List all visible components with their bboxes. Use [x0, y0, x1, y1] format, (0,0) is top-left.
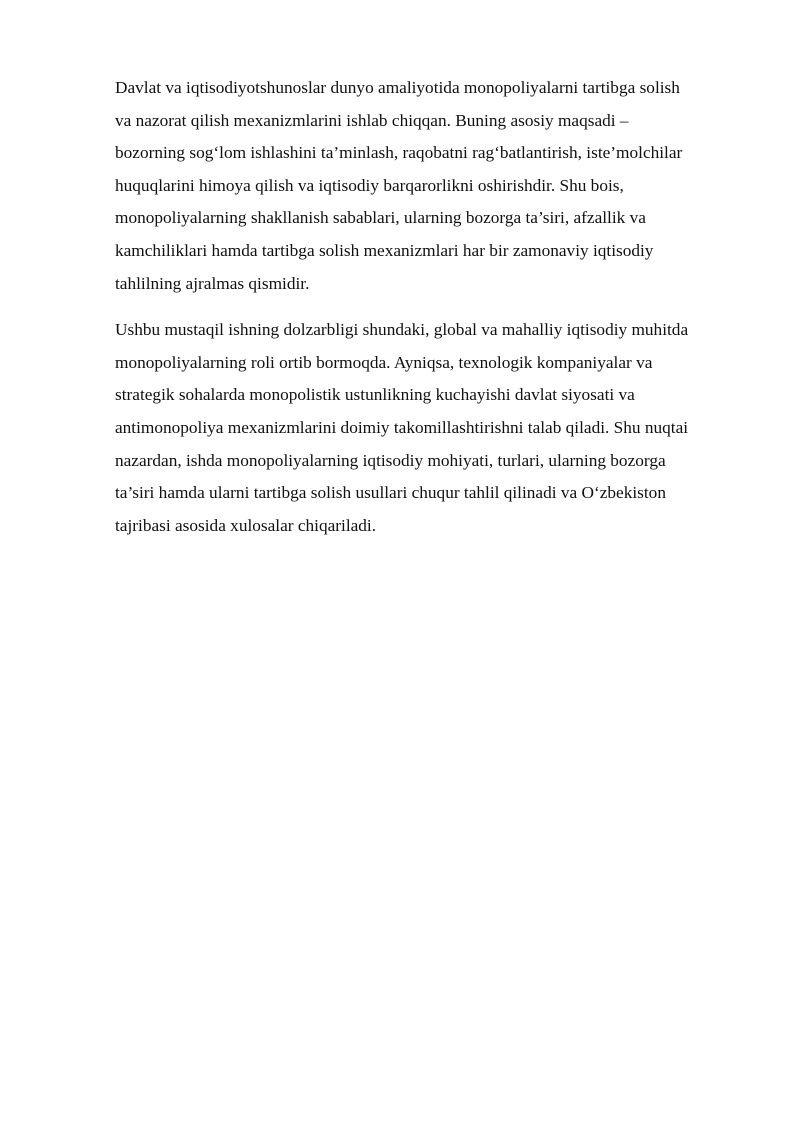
text-line: huquqlarini himoya qilish va iqtisodiy barqarorlikni oshirishdir. Shu bois, [115, 175, 624, 195]
text-line: antimonopoliya mexanizmlarini doimiy takomillashtirishni talab qiladi. Shu nuqtai [115, 417, 689, 437]
text-line: ta’siri hamda ularni tartibga solish usullari chuqur tahlil qilinadi va O‘zbekiston [115, 483, 666, 503]
text-line: Ushbu mustaqil ishning dolzarbligi shundaki, global va mahalliy iqtisodiy muhitda [115, 320, 689, 340]
text-line: monopoliyalarning roli ortib bormoqda. Ayniqsa, texnologik kompaniyalar va [115, 352, 653, 372]
document-body [115, 72, 745, 556]
text-line: strategik sohalarda monopolistik ustunlikning kuchayishi davlat siyosati va [115, 385, 635, 405]
paragraph-1 [115, 72, 745, 300]
text-line: nazardan, ishda monopoliyalarning iqtisodiy mohiyati, turlari, ularning bozorga [115, 450, 666, 470]
text-line: Davlat va iqtisodiyotshunoslar dunyo amaliyotida monopoliyalarni tartibga solish [115, 78, 680, 97]
text-line: kamchiliklari hamda tartibga solish mexanizmlari har bir zamonaviy iqtisodiy [115, 240, 654, 260]
text-line: tahlilning ajralmas qismidir. [115, 273, 310, 293]
text-line: monopoliyalarning shakllanish sabablari, ularning bozorga ta’siri, afzallik va [115, 208, 646, 228]
text-line: bozorning sog‘lom ishlashini ta’minlash, raqobatni rag‘batlantirish, iste’molchilar [115, 143, 683, 163]
paragraph-2 [115, 314, 745, 542]
text-line: tajribasi asosida xulosalar chiqariladi. [115, 515, 377, 535]
text-line: va nazorat qilish mexanizmlarini ishlab chiqqan. Buning asosiy maqsadi – [115, 110, 629, 130]
